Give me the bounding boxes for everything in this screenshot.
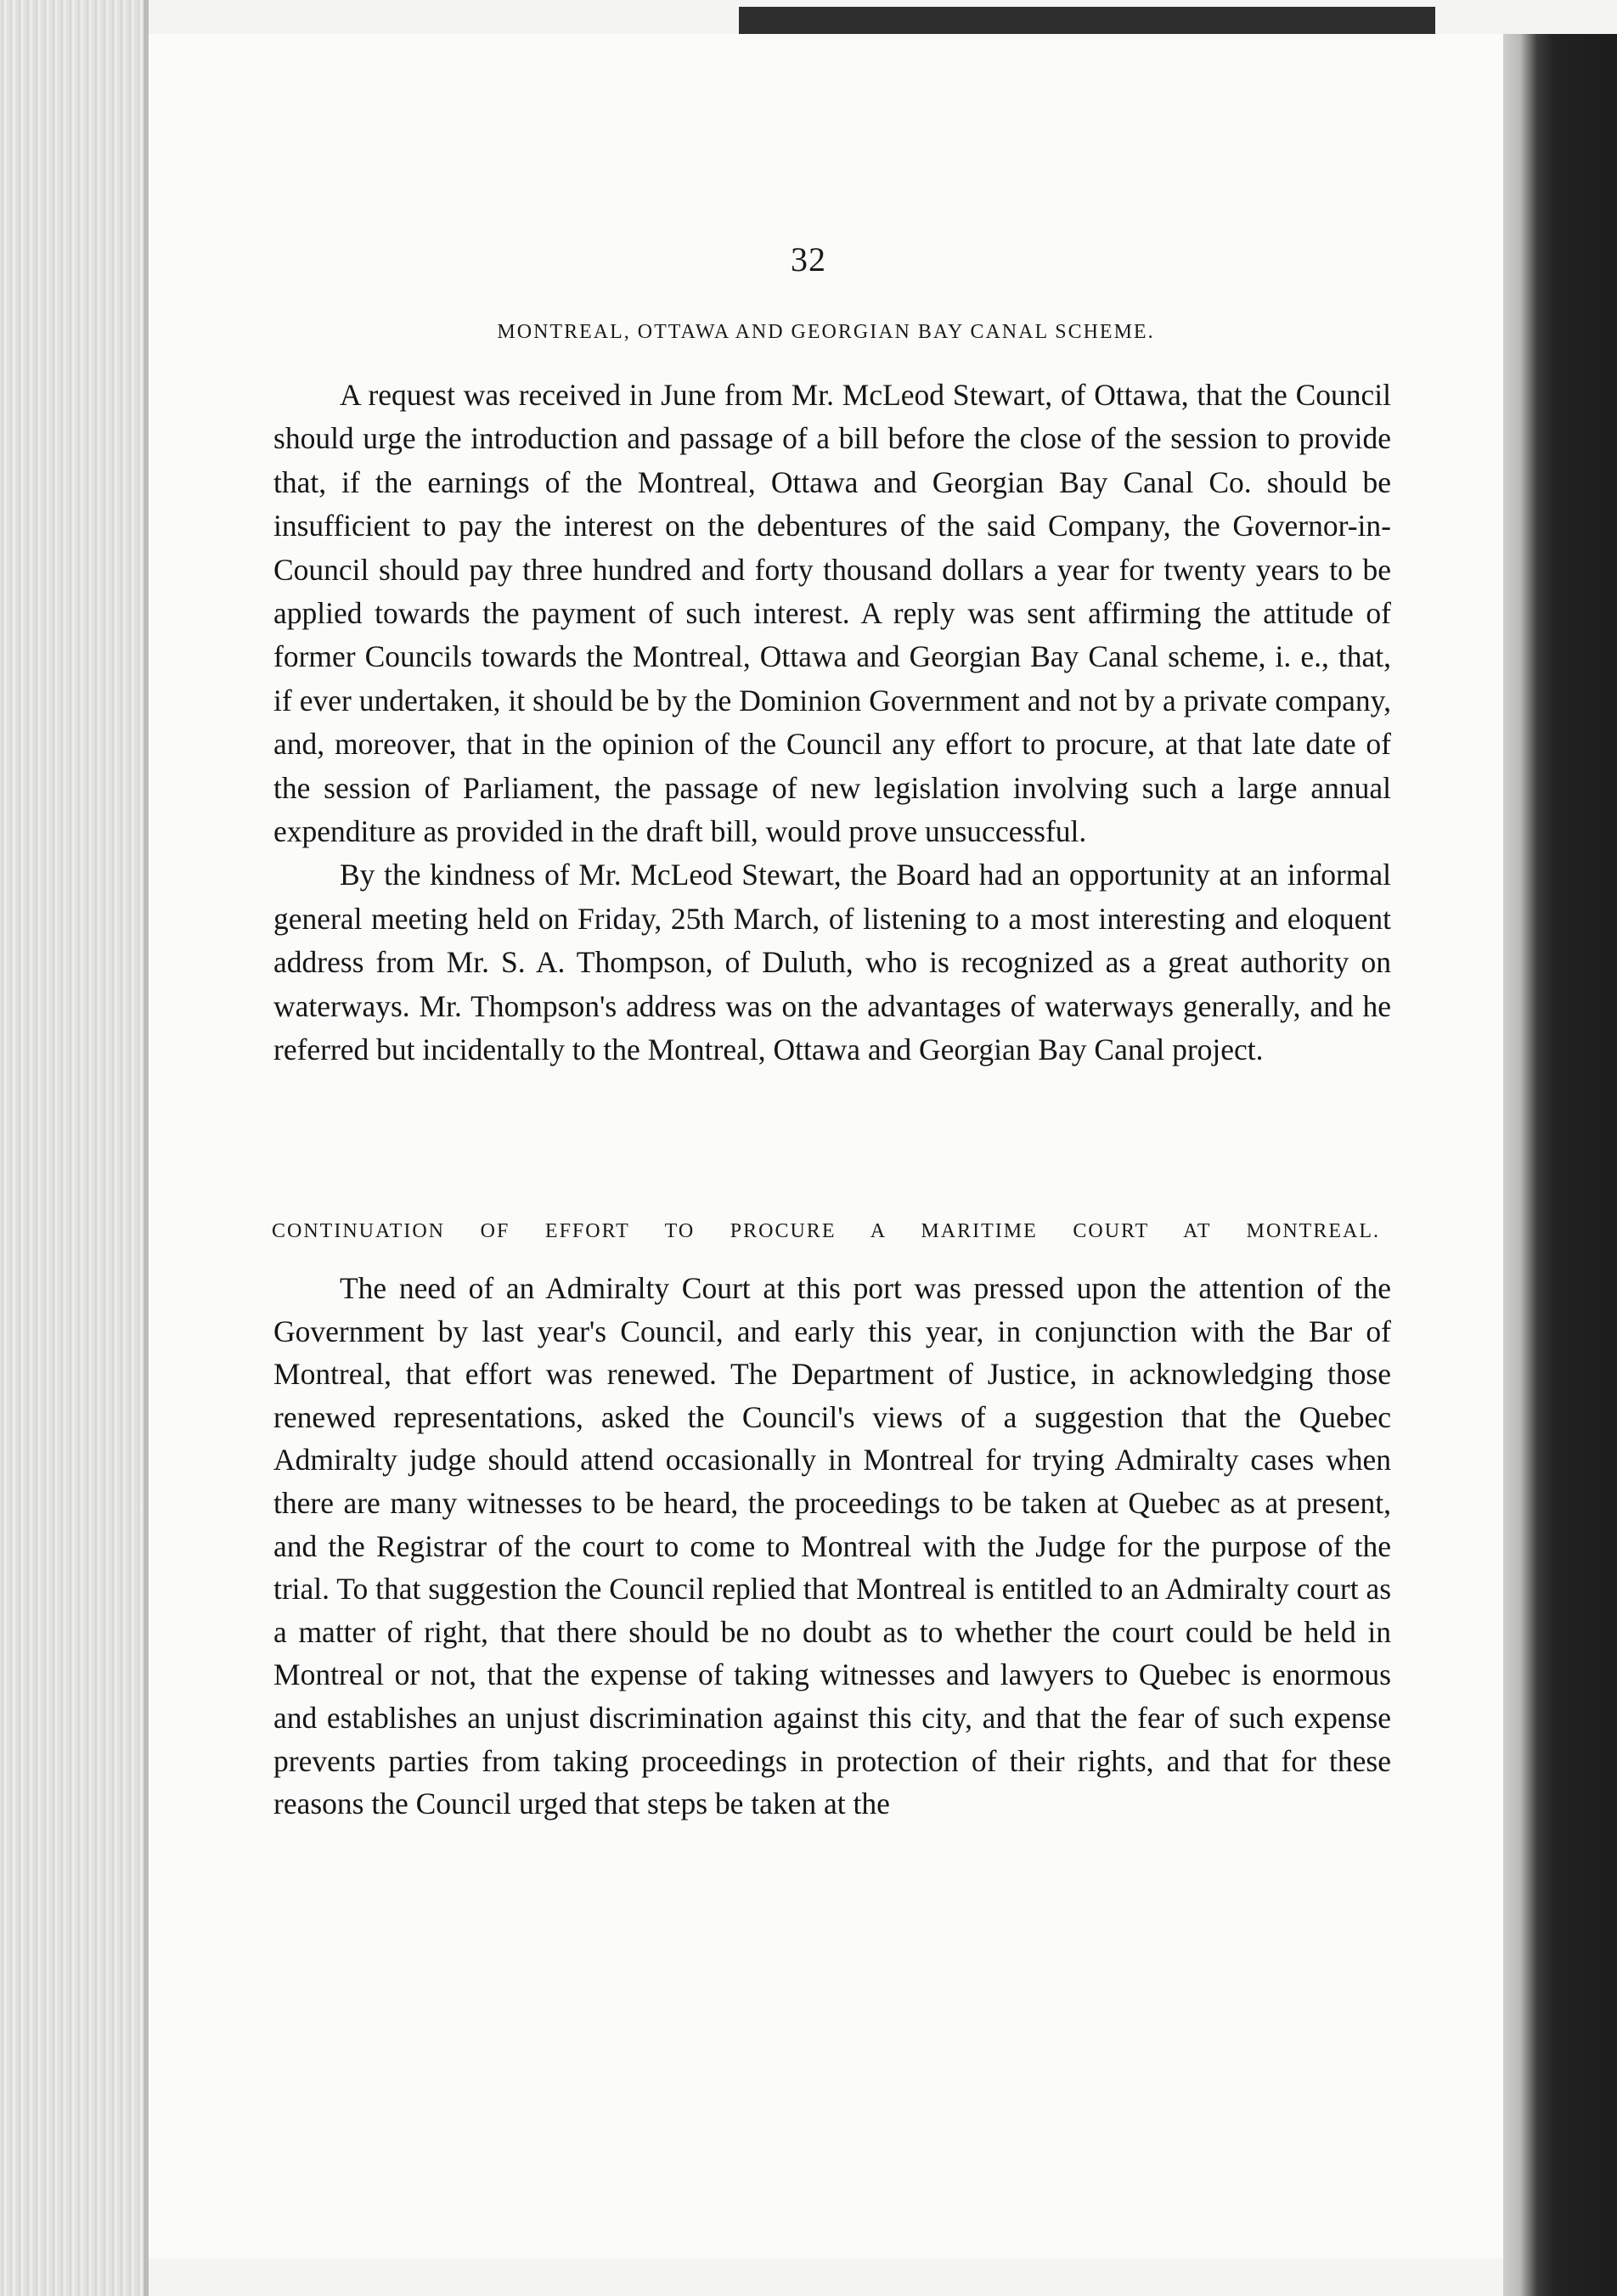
scan-top-tab <box>739 7 1435 37</box>
section-body-canal-scheme <box>273 374 1391 1072</box>
page-number: 32 <box>791 240 826 279</box>
paragraph: By the kindness of Mr. McLeod Stewart, the Board had an opportunity at an informal general meeting held on Friday, 25th March, of listening to a most interesting and eloquent address from Mr. S. A. Thompson, of Duluth, who is recognized as a great authority on waterways. Mr. Thompson's address was on the advantages of waterways generally, and he referred but incidentally to the Montreal, Ottawa and Georgian Bay Canal project. <box>273 858 1391 1067</box>
book-gutter-shadow <box>1503 34 1617 2296</box>
section-heading-maritime-court: CONTINUATION OF EFFORT TO PROCURE A MARITIME COURT AT MONTREAL. <box>272 1220 1380 1242</box>
section-heading-canal-scheme: MONTREAL, OTTAWA AND GEORGIAN BAY CANAL SCHEME. <box>497 321 1155 343</box>
page-paper <box>149 34 1503 2259</box>
section-body-maritime-court <box>273 1267 1391 1826</box>
book-page-edges <box>0 0 149 2296</box>
paragraph: The need of an Admiralty Court at this port was pressed upon the attention of the Government by last year's Council, and early this year, in conjunction with the Bar of Montreal, that effort was renewed. The Department of Justice, in acknowledging those renewed representations, asked the Council's views of a suggestion that the Quebec Admiralty judge should attend occasionally in Montreal for trying Admiralty cases when there are many witnesses to be heard, the proceedings to be taken at Quebec as at present, and the Registrar of the court to come to Montreal with the Judge for the purpose of the trial. To that suggestion the Council replied that Montreal is entitled to an Admiralty court as a matter of right, that there should be no doubt as to whether the court could be held in Montreal or not, that the expense of taking witnesses and lawyers to Quebec is enormous and establishes an unjust discrimination against this city, and that the fear of such expense prevents parties from taking proceedings in protection of their rights, and that for these reasons the Council urged that steps be taken at the <box>273 1271 1392 1821</box>
paragraph: A request was received in June from Mr. McLeod Stewart, of Ottawa, that the Council should urge the introduction and passage of a bill before the close of the session to provide that, if the earnings of the Montreal, Ottawa and Georgian Bay Canal Co. should be insufficient to pay the interest on the debentures of the said Company, the Governor-in-Council should pay three hundred and forty thousand dollars a year for twenty years to be applied towards the payment of such interest. A reply was sent affirming the attitude of former Councils towards the Montreal, Ottawa and Georgian Bay Canal scheme, i. e., that, if ever undertaken, it should be by the Dominion Government and not by a private company, and, moreover, that in the opinion of the Council any effort to procure, at that late date of the session of Parliament, the passage of new legislation involving such a large annual expenditure as provided in the draft bill, would prove unsuccessful. <box>273 378 1391 849</box>
